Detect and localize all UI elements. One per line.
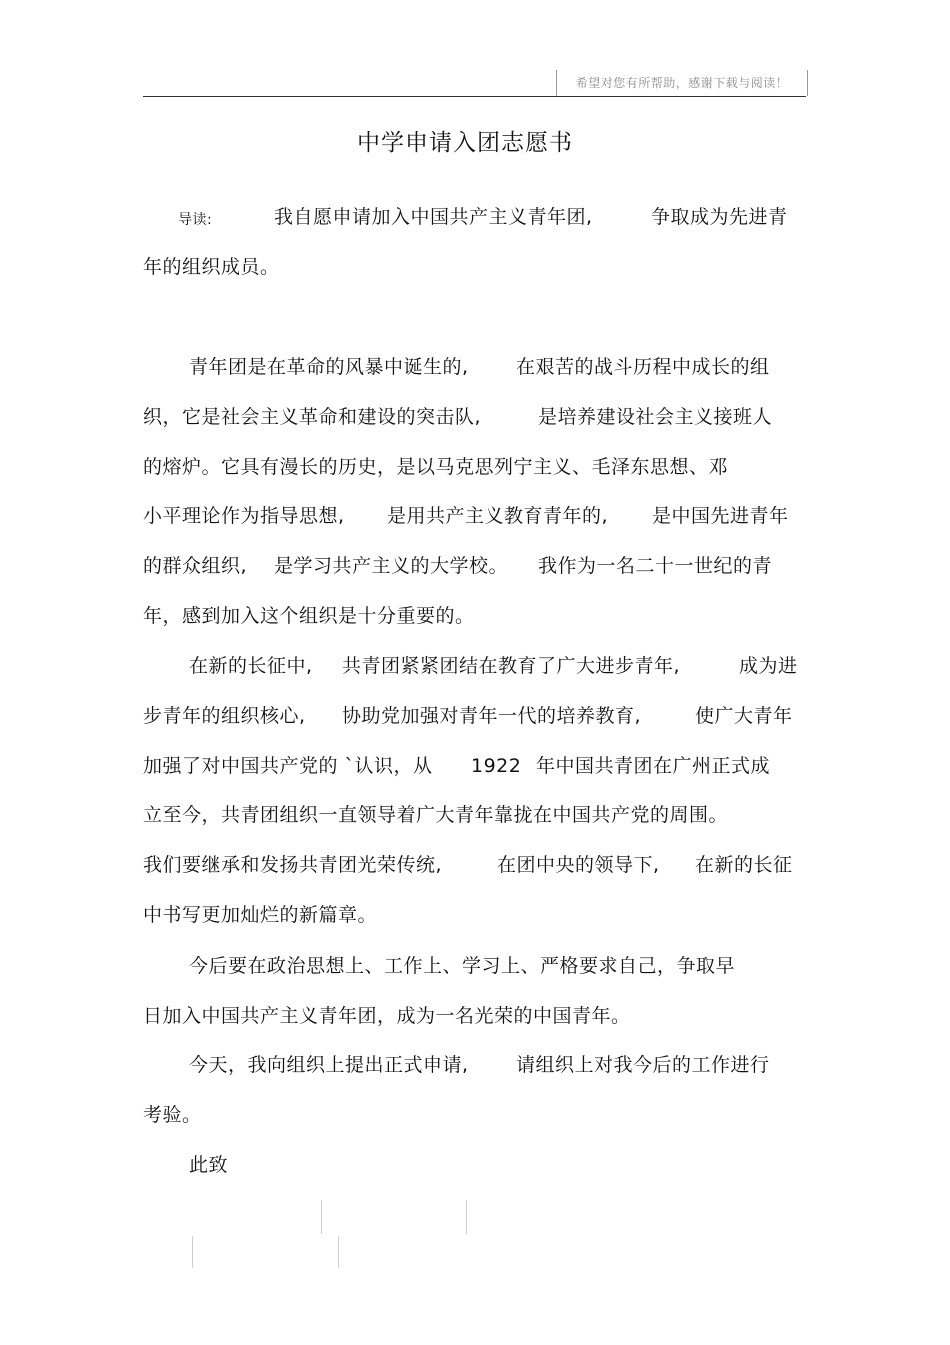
paragraph-text: 的群众组织, [143,555,248,577]
intro-text: 我自愿申请加入中国共产主义青年团, [274,206,593,228]
paragraph-text: 在新的长征中, [189,655,313,677]
paragraph-text: 在艰苦的战斗历程中成长的组 [516,356,770,378]
paragraph-text: 今天，我向组织上提出正式申请, [189,1054,469,1076]
paragraph-text: 是中国先进青年 [652,505,789,527]
paragraph-text: 在新的长征 [695,854,793,876]
paragraph-text: 请组织上对我今后的工作进行 [516,1054,770,1076]
paragraph-text: 织，它是社会主义革命和建设的突击队, [143,406,482,428]
paragraph-text: 是培养建设社会主义接班人 [538,406,773,428]
paragraph-text: 我作为一名二十一世纪的青 [538,555,773,577]
header-note: 希望对您有所帮助，感谢下载与阅读！ [556,70,808,96]
paragraph-text: 是用共产主义教育青年的, [387,505,609,527]
paragraph-text: 使广大青年 [695,705,793,727]
paragraph-text: 日加入中国共产主义青年团，成为一名光荣的中国青年。 [143,1005,631,1027]
scan-artifact-line [466,1200,467,1234]
header-rule [143,96,806,97]
paragraph-text: 中书写更加灿烂的新篇章。 [143,904,378,926]
paragraph-text: 是学习共产主义的大学校。 [274,555,509,577]
scan-artifact-line [321,1200,322,1234]
intro-label: 导读: [178,212,213,228]
paragraph-text: 共青团紧紧团结在教育了广大进步青年, [342,655,681,677]
paragraph-text: 年中国共青团在广州正式成 [536,755,771,777]
paragraph-text: 协助党加强对青年一代的培养教育, [342,705,642,727]
paragraph-text: 我们要继承和发扬共青团光荣传统, [143,854,443,876]
paragraph-text: 加强了对中国共产党的 `认识，从 [143,755,433,777]
intro-text: 争取成为先进青 [651,206,788,228]
paragraph-text: 1922 [471,755,522,777]
document-title: 中学申请入团志愿书 [357,130,573,156]
intro-text: 年的组织成员。 [143,256,280,278]
paragraph-text: 在团中央的领导下, [497,854,660,876]
paragraph-text: 的熔炉。它具有漫长的历史，是以马克思列宁主义、毛泽东思想、邓 [143,456,729,478]
paragraph-text: 青年团是在革命的风暴中诞生的, [189,356,469,378]
closing-text: 此致 [189,1154,229,1176]
paragraph-text: 立至今，共青团组织一直领导着广大青年靠拢在中国共产党的周围。 [143,804,729,826]
scan-artifact-line [338,1236,339,1268]
paragraph-text: 步青年的组织核心, [143,705,306,727]
paragraph-text: 今后要在政治思想上、工作上、学习上、严格要求自己，争取早 [189,955,736,977]
paragraph-text: 考验。 [143,1104,202,1126]
paragraph-text: 小平理论作为指导思想, [143,505,345,527]
paragraph-text: 年，感到加入这个组织是十分重要的。 [143,605,475,627]
scan-artifact-line [192,1236,193,1268]
paragraph-text: 成为进 [739,655,798,677]
